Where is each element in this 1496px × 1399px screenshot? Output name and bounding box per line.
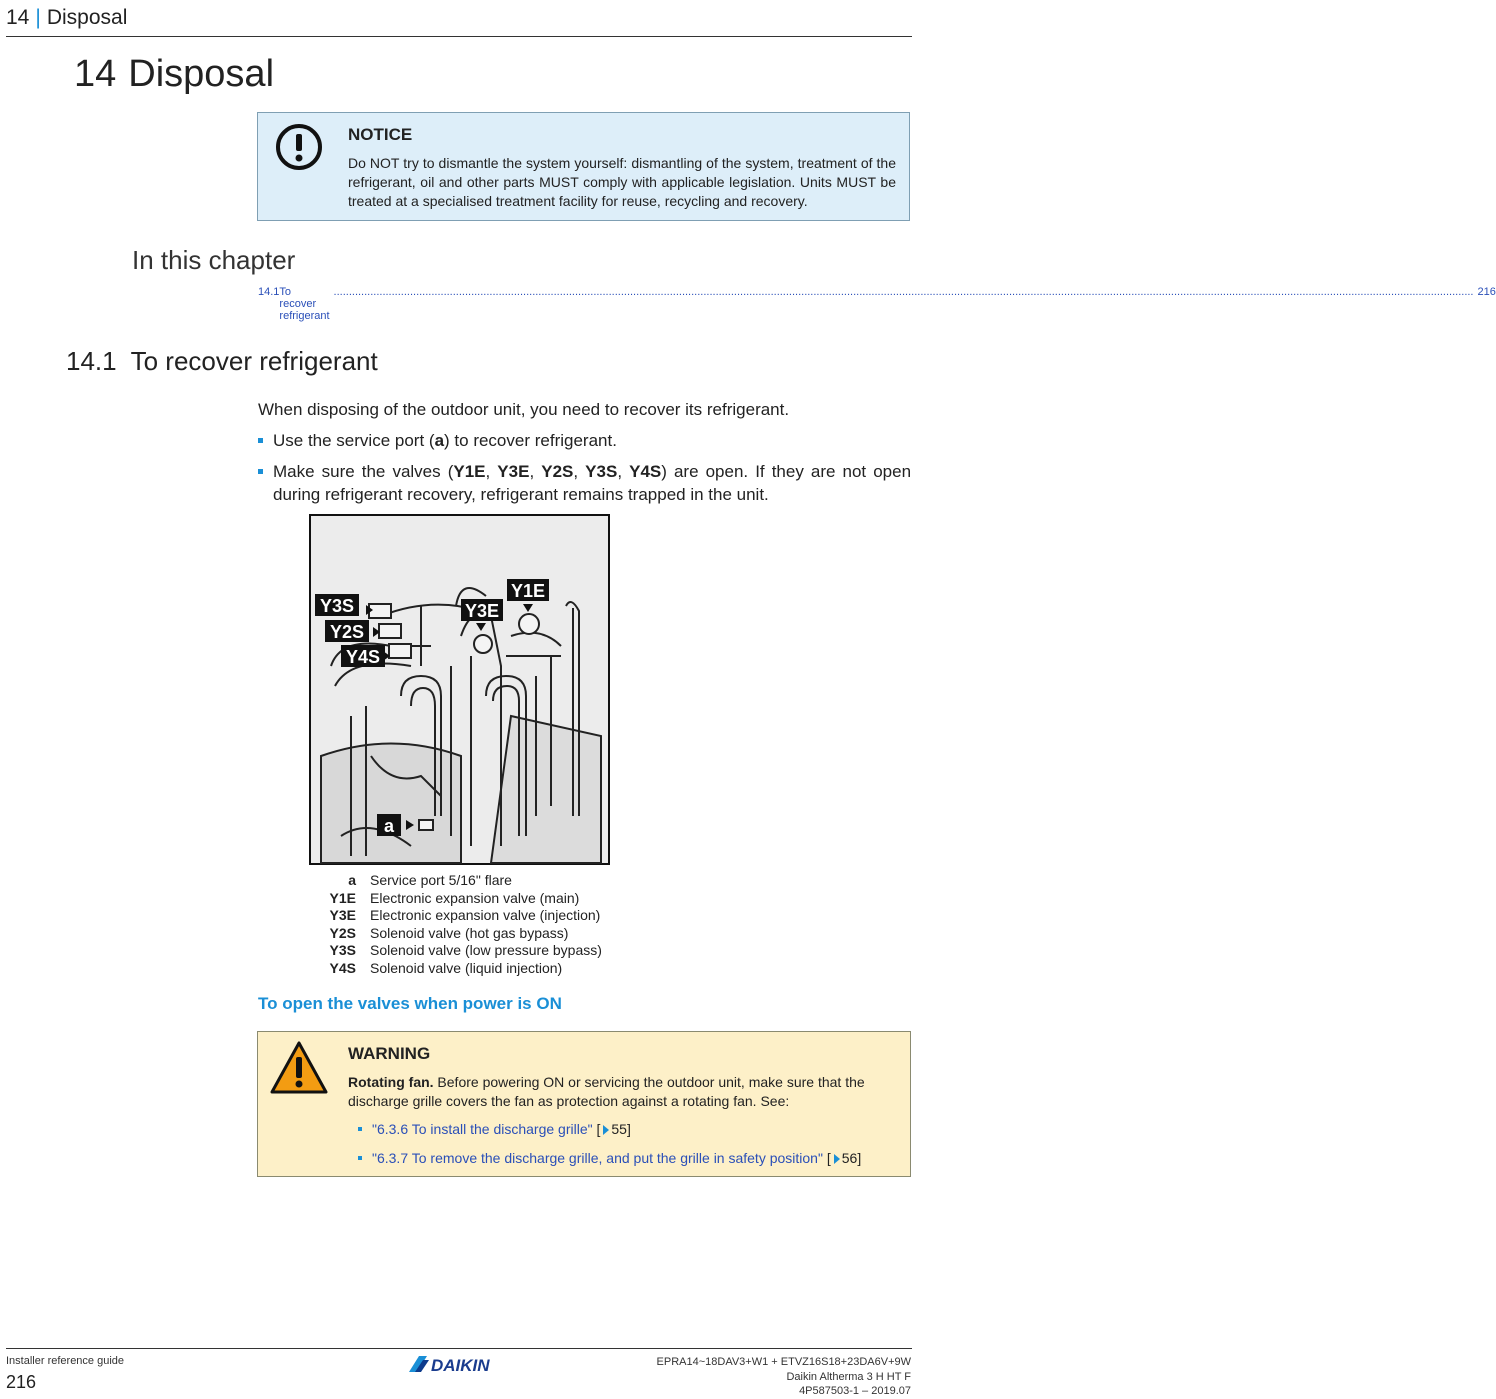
running-header: 14 | Disposal [6,6,128,29]
running-header-number: 14 [6,6,30,29]
in-this-chapter-heading: In this chapter [132,245,296,275]
toc-entry-number: 14.1 [258,286,280,298]
exclamation-circle-icon [275,123,323,171]
section-name: To recover refrigerant [130,346,378,376]
running-header-name: Disposal [46,6,128,29]
toc-entry[interactable] [258,286,1496,322]
label-y3e: Y3E [464,601,500,621]
legend-row: Y3E Electronic expansion valve (injection) [329,907,601,924]
piping-illustration [311,516,608,863]
legend-row: Y2S Solenoid valve (hot gas bypass) [329,924,569,941]
footer-page-number: 216 [6,1372,37,1392]
warning-link-install-grille[interactable]: "6.3.6 To install the discharge grille" [ 55] [358,1121,631,1137]
footer-product: Daikin Altherma 3 H HT F [786,1370,911,1383]
warning-body: Rotating fan. Before powering ON or servicing the outdoor unit, make sure that the discharge grille covers the fan as protection against a rotating fan. See: [348,1074,865,1109]
warning-title: WARNING [348,1044,431,1063]
header-rule [6,36,912,37]
legend-row: Y1E Electronic expansion valve (main) [329,889,580,906]
label-a: a [383,816,395,836]
bullet-service-port: Use the service port (a) to recover refrigerant. [258,429,911,452]
legend-row: Y3S Solenoid valve (low pressure bypass) [329,942,602,959]
figure-legend [300,872,602,978]
svg-text:DAIKIN: DAIKIN [431,1356,490,1375]
page-ref-arrow-icon [603,1125,609,1135]
procedure-subheading: To open the valves when power is ON [258,994,562,1013]
footer-doc-type: Installer reference guide [6,1355,125,1367]
footer-doc-id: 4P587503-1 – 2019.07 [799,1385,911,1397]
bullet-marker [258,438,263,443]
bullet-marker [358,1156,362,1160]
legend-row: a Service port 5/16" flare [348,872,512,888]
chapter-title [74,53,274,96]
bullet-valves-open: Make sure the valves (Y1E, Y3E, Y2S, Y3S, Y4S) are open. If they are not open during refrigerant recovery, refrigerant remains trapped in the unit. [258,460,911,506]
label-y2s: Y2S [329,622,365,642]
outdoor-unit-piping-figure [309,514,610,865]
notice-body: Do NOT try to dismantle the system yourself: dismantling of the system, treatment of the refrigerant, oil and other parts MUST comply with applicable legislation. Units MUST be treated at a specialised treatment facility for reuse, recycling and recovery. [348,155,896,209]
footer-model: EPRA14~18DAV3+W1 + ETVZ16S18+23DA6V+9W [656,1356,911,1368]
bullet-marker [258,469,263,474]
warning-box [257,1031,911,1177]
notice-box [257,112,910,221]
chapter-number: 14 [74,53,117,95]
daikin-logo [409,1354,511,1374]
page-ref-arrow-icon [834,1154,840,1164]
chapter-name: Disposal [128,53,275,95]
toc-entry-page: 216 [1477,286,1496,298]
label-y1e: Y1E [510,581,546,601]
warning-link-remove-grille[interactable]: "6.3.7 To remove the discharge grille, and put the grille in safety position" [ 56] [358,1150,861,1166]
footer-right-block [657,1355,911,1399]
section-title [66,346,378,377]
toc-leader-dots: ..................................................................................................................................................................................................................................................................................................................................................................................... [333,286,1474,298]
section-number: 14.1 [66,346,117,376]
label-y3s: Y3S [319,596,355,616]
bullet-marker [358,1127,362,1131]
notice-title: NOTICE [348,125,413,144]
footer-rule [6,1348,912,1349]
legend-row: Y4S Solenoid valve (liquid injection) [329,959,563,976]
label-y4s: Y4S [345,647,381,667]
toc-entry-label[interactable]: To recover refrigerant [279,286,330,322]
warning-triangle-icon [269,1040,329,1095]
intro-paragraph: When disposing of the outdoor unit, you need to recover its refrigerant. [258,400,790,419]
